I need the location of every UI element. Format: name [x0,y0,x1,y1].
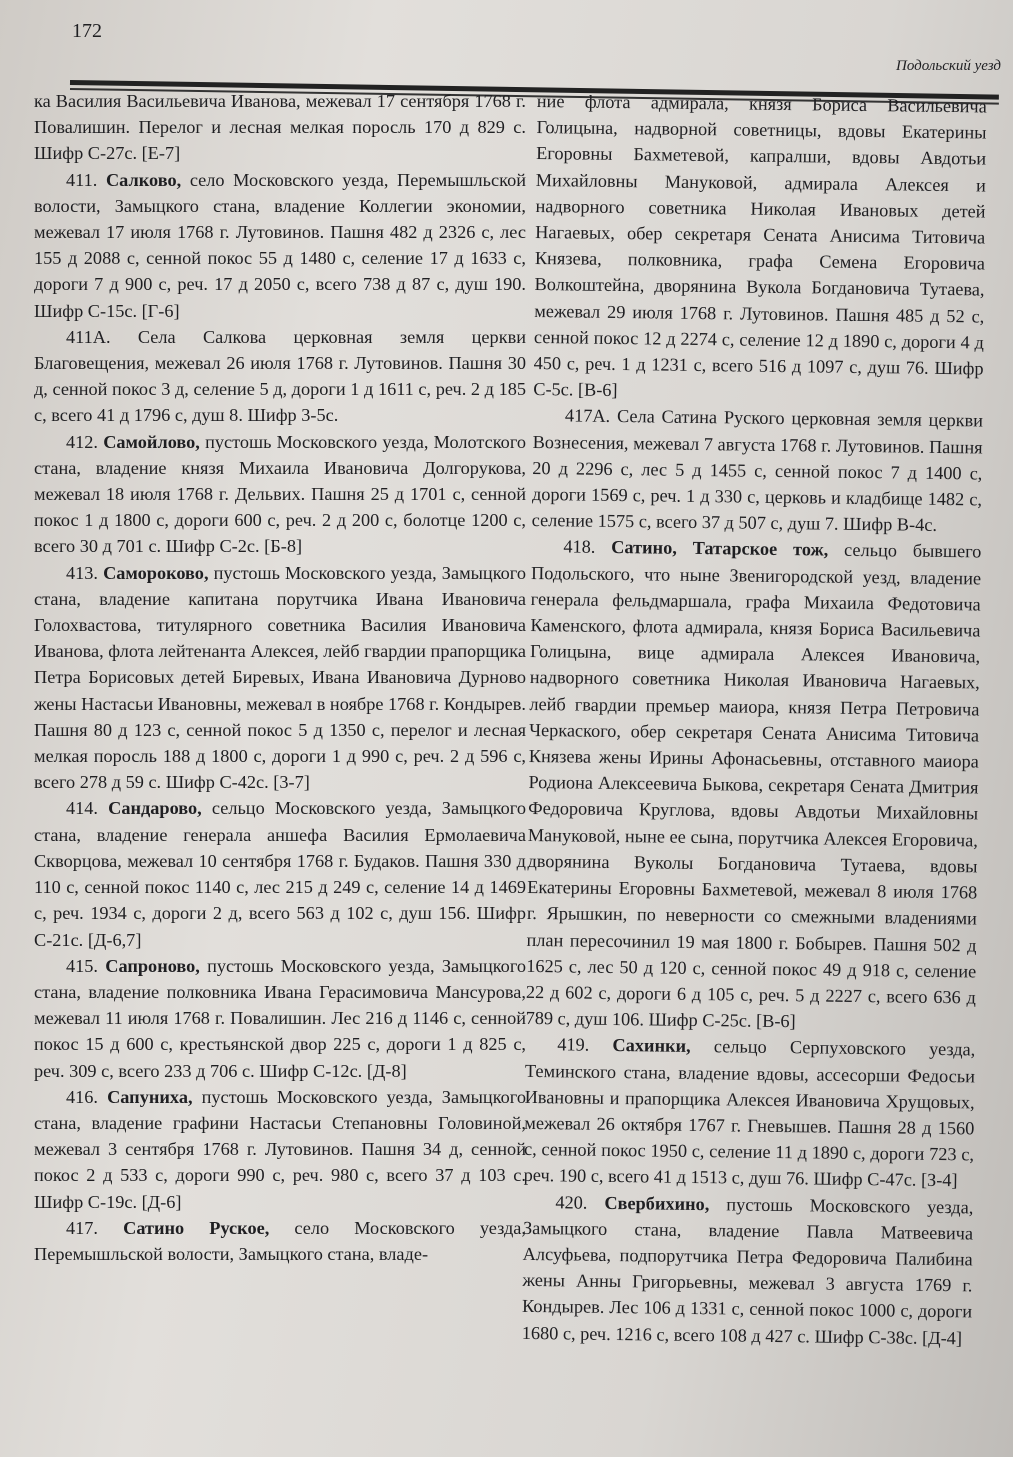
entry [34,1215,526,1267]
entry-text: пустошь Московского уезда, Замыцкого стана, владение капитана порутчика Ивана Ивановича Голохвастова, титулярного советника Василия Ивановича Иванова, флота лейтенанта Алексея, лейб гвардии прапорщика Петра Борисовых детей Биревых, Ивана Ивановича Дурново жены Настасьи Ивановны, межевал в ноябре 1768 г. Кондырев. Пашня 80 д 123 с, сенной покос 5 д 1350 с, перелог и лесная мелкая поросль 188 д 1800 с, дороги 1 д 990 с, реч. 2 д 596 с, всего 278 д 59 с. Шифр С-42с. [3-7] [34,562,526,793]
entry-name: Сатино, Татарское тож, [611,537,829,561]
right-column [522,88,987,1351]
entry-number: 413. [66,562,98,583]
entry-text: пустошь Московского уезда, Замыцкого стана, владение графини Настасьи Степановны Головиной, межевал 3 сентября 1768 г. Лутовинов. Пашня 34 д, сенной покос 2 д 533 с, дороги 990 с, реч. 980 с, всего 37 д 103 с. Шифр С-19с. [Д-6] [34,1086,526,1212]
entry-text: село Московского уезда, Перемышльской волости, Замыцкого стана, владение Коллегии экономии, межевал 17 июля 1768 г. Лутовинов. Пашня 482 д 2326 с, лес 155 д 2088 с, сенной покос 55 д 1480 с, селение 17 д 1633 с, дороги 7 д 900 с, реч. 17 д 2050 с, всего 738 д 87 с, душ 190. Шифр С-15с. [Г-6] [34,169,526,321]
entry-name: Сахинки, [612,1035,691,1057]
entry [532,402,984,539]
entry [525,533,981,1036]
entry-name: Салково, [105,169,182,190]
entry [34,560,526,796]
entry [524,1031,976,1194]
entry [34,324,526,429]
entry-number: 417. [66,1217,98,1238]
entry-continuation [34,88,526,167]
left-column [34,88,526,1267]
entry-number: 412. [66,431,98,452]
entry-number: 414. [66,798,98,819]
running-head: Подольский уезд [896,58,1001,74]
entry-name: Сандарово, [108,798,202,819]
entry-text: сельцо Серпуховского уезда, Теминского стана, владение вдовы, ассесорши Федосьи Ивановны и прапорщика Алексея Ивановича Хрущовых, межевал 26 октября 1767 г. Гневышев. Пашня 28 д 1560 с, сенной покос 1950 с, селение 11 д 1890 с, дороги 723 с, реч. 190 с, всего 41 д 1513 с, душ 76. Шифр С-47с. [З-4] [523,1036,976,1191]
entry [34,429,526,560]
entry-text: пустошь Московского уезда, Молотского стана, владение князя Михаила Ивановича Долгорукова, межевал 18 июля 1768 г. Дельвих. Пашня 25 д 1701 с, сенной покос 1 д 1800 с, дороги 600 с, реч. 2 д 200 с, болотце 1200 с, всего 30 д 701 с. Шифр С-2с. [Б-8] [34,431,526,557]
entry-text: пустошь Московского уезда, Замыцкого стана, владение Павла Матвеевича Алсуфьева, подпорутчика Петра Федоровича Палибина жены Анны Григорьевны, межевал 3 августа 1769 г. Кондырев. Лес 106 д 1331 с, сенной покос 1000 с, дороги 1680 с, реч. 1216 с, всего 108 д 427 с. Шифр С-38с. [Д-4] [521,1193,974,1348]
entry-text: сельцо бывшего Подольского, что ныне Звенигородской уезд, владение генерала фельдмаршала, графа Михаила Федотовича Каменского, флота адмирала, князя Бориса Васильевича Голицына, вице адмирала Алексея Ивановича, надворного советника Николая Ивановича Нагаевых, лейб гвардии премьер маиора, князя Петра Петровича Черкаского, обер секретаря Сената Анисима Титовича Князева жены Ирины Афонасьевны, отставного маиора Родиона Алексеевича Быкова, секретаря Сената Дмитрия Федоровича Круглова, вдовы Авдотьи Михайловны Мануковой, ныне ее сына, порутчика Алексея Егоровича, дворянина Вуколы Богдановича Тутаева, вдовы Екатерины Егоровны Бахметевой, межевал 8 июля 1768 г. Ярышкин, по неверности со смежными владениями план пересочинил 19 мая 1800 г. Бобырев. Пашня 502 д 1625 с, лес 50 д 120 с, сенной покос 49 д 918 с, селение 22 д 602 с, дороги 6 д 105 с, реч. 5 д 2227 с, всего 636 д 789 с, душ 106. Шифр С-25с. [В-6] [525,540,982,1032]
entry-number: 417А. [564,405,611,427]
entry-text: пустошь Московского уезда, Замыцкого стана, владение полковника Ивана Герасимовича Мансурова, межевал 11 июля 1768 г. Повалишин. Лес 216 д 1146 с, сенной покос 15 д 600 с, крестьянской двор 225 с, дороги 1 д 825 с, реч. 309 с, всего 233 д 706 с. Шифр С-12с. [Д-8] [34,955,526,1081]
entry-continuation [533,88,987,408]
entry [522,1188,974,1351]
entry-number: 411А. [66,326,111,347]
entry-number: 415. [66,955,98,976]
entry-text: село Московского уезда, Перемышльской волости, Замыцкого стана, владе- [34,1217,526,1264]
entry-name: Свербихино, [604,1192,710,1214]
entry-text: Села Сатина Руского церковная земля церкви Вознесения, межевал 7 августа 1768 г. Лутовинов. Пашня 20 д 2296 с, лес 5 д 1455 с, сенной покос 7 д 1400 с, дороги 1569 с, реч. 1 д 330 с, церковь и кладбище 1482 с, селение 1575 с, всего 37 д 507 с, душ 7. Шифр В-4с. [531,406,984,536]
page-number: 172 [72,20,102,42]
entry-name: Самороково, [103,562,209,583]
entry-number: 411. [66,169,98,190]
entry [34,953,526,1084]
entry-number: 419. [557,1034,590,1056]
entry [34,795,526,952]
entry-name: Сапроново, [105,955,200,976]
entry-number: 416. [66,1086,98,1107]
entry [34,167,526,324]
entry-number: 420. [555,1191,588,1213]
entry-name: Самойлово, [103,431,200,452]
entry-number: 418. [563,536,596,558]
entry-name: Сатино Руское, [123,1217,270,1238]
entry-text: ка Василия Васильевича Иванова, межевал 17 сентября 1768 г. Повалишин. Перелог и лесная мелкая поросль 170 д 829 с. Шифр С-27с. [Е-7] [34,91,526,164]
entry-name: Сапуниха, [107,1086,193,1107]
entry-text: сельцо Московского уезда, Замыцкого стана, владение генерала аншефа Василия Ермолаевича Скворцова, межевал 10 сентября 1768 г. Будаков. Пашня 330 д 110 с, сенной покос 1140 с, лес 215 д 249 с, селение 14 д 1469 с, реч. 1934 с, дороги 2 д, всего 563 д 102 с, душ 156. Шифр С-21с. [Д-6,7] [34,798,526,950]
entry-text: Села Салкова церковная земля церкви Благовещения, межевал 26 июля 1768 г. Лутовинов. Пашня 30 д, сенной покос 3 д, селение 5 д, дороги 1 д 1611 с, реч. 2 д 185 с, всего 41 д 1796 с, душ 8. Шифр 3-5с. [34,326,526,426]
entry [34,1084,526,1215]
entry-text: ние флота адмирала, князя Бориса Васильевича Голицына, надворной советницы, вдовы Екатерины Егоровны Бахметевой, капралши, вдовы Авдотьи Михайловны Мануковой, адмирала Алексея и надворного советника Николая Ивановых детей Нагаевых, обер секретаря Сената Анисима Титовича Князева, полковника, графа Семена Егоровича Волкоштейна, дворянина Вукола Богдановича Тутаева, межевал 29 июля 1768 г. Лутовинов. Пашня 485 д 52 с, сенной покос 12 д 2274 с, селение 12 д 1890 с, дороги 4 д 450 с, реч. 1 д 1231 с, всего 516 д 1097 с, душ 76. Шифр С-5с. [В-6] [533,90,987,401]
